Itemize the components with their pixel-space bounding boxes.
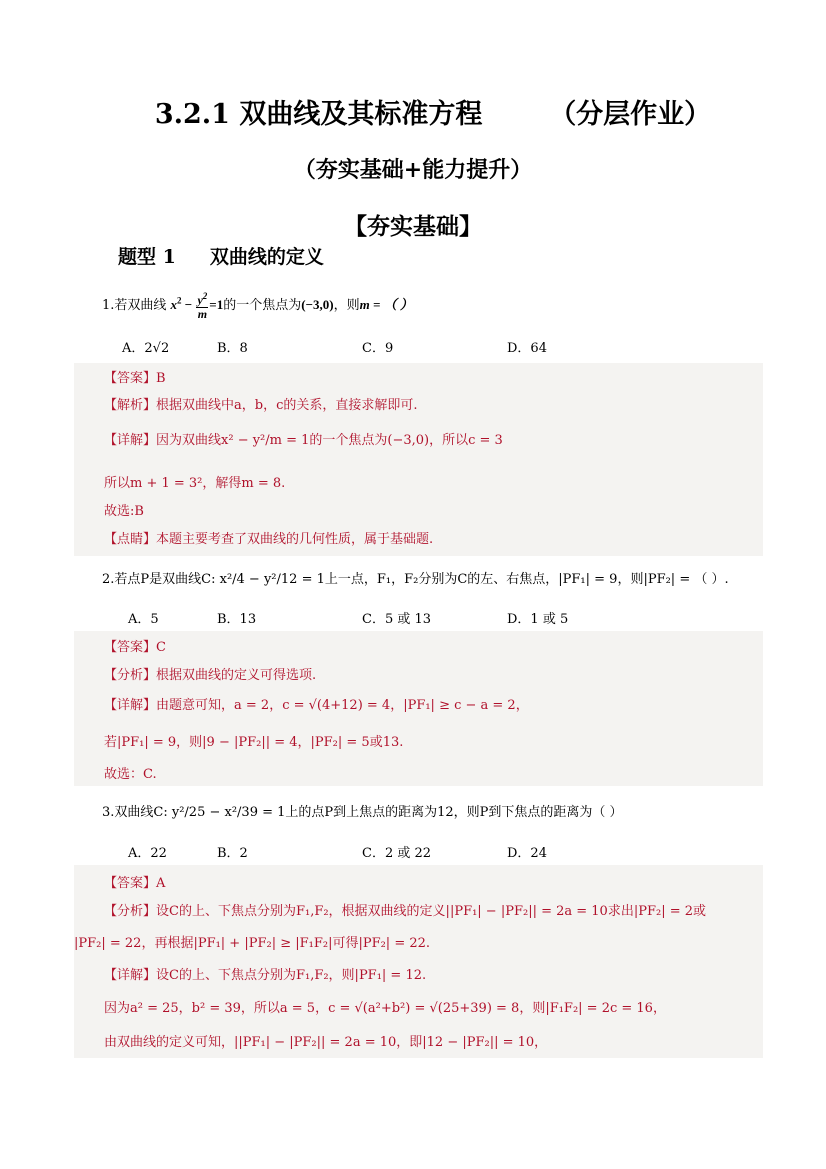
- a2-analysis: 【分析】根据双曲线的定义可得选项.: [104, 668, 317, 683]
- question-3: 3.双曲线C: y²/25 − x²/39 = 1上的点P到上焦点的距离为12，则P到下焦点的距离为（ ）: [102, 805, 623, 820]
- answer-box-1: [74, 363, 763, 556]
- a3-answer: 【答案】A: [104, 876, 166, 891]
- title-main: 3.2.1 双曲线及其标准方程: [154, 99, 483, 130]
- q2-option-b: B．13: [217, 612, 257, 627]
- section-heading: 【夯实基础】: [344, 213, 482, 240]
- subtitle: （夯实基础+能力提升）: [293, 157, 533, 183]
- question-type-heading: [118, 242, 324, 269]
- q2-option-c: C．5 或 13: [362, 612, 432, 627]
- a3-detail: 【详解】设C的上、下焦点分别为F₁,F₂，则|PF₁| = 12.: [104, 968, 427, 983]
- question-type-label: 题型 1: [118, 246, 176, 268]
- q3-option-b: B．2: [217, 846, 248, 861]
- q3-option-c: C．2 或 22: [362, 846, 432, 861]
- q2-option-d: D．1 或 5: [507, 612, 569, 627]
- a1-analysis: 【解析】根据双曲线中a，b，c的关系，直接求解即可.: [104, 398, 418, 413]
- q1-option-b: B．8: [217, 341, 248, 356]
- q1-option-c: C．9: [362, 341, 394, 356]
- a1-choose: 故选:B: [104, 504, 144, 519]
- a2-detail: 【详解】由题意可知，a = 2，c = √(4+12) = 4，|PF₁| ≥ c − a = 2，: [104, 698, 529, 713]
- a3-line3: 由双曲线的定义可知，||PF₁| − |PF₂|| = 2a = 10，即|12 − |PF₂|| = 10，: [104, 1035, 548, 1050]
- a2-line2: 若|PF₁| = 9，则|9 − |PF₂|| = 4，|PF₂| = 5或13.: [104, 735, 404, 750]
- a1-detail: 【详解】因为双曲线x² − y²/m = 1的一个焦点为(−3,0)，所以c = 3: [104, 433, 503, 448]
- question-type-name: 双曲线的定义: [209, 246, 324, 268]
- a3-analysis2: |PF₂| = 22，再根据|PF₁| + |PF₂| ≥ |F₁F₂|可得|PF₂| = 22.: [74, 936, 431, 951]
- question-1: 1.若双曲线 $x^2$ − $\frac{y^2}{m}$ =1的一个焦点为(−3,0)，则m = （ ）: [102, 291, 413, 321]
- answer-box-3: [74, 865, 763, 1058]
- q3-option-d: D．24: [507, 846, 547, 861]
- a1-line2: 所以m + 1 = 3²，解得m = 8.: [104, 476, 286, 491]
- a2-choose: 故选：C.: [104, 767, 157, 782]
- q2-option-a: A．5: [128, 612, 159, 627]
- a1-note: 【点睛】本题主要考查了双曲线的几何性质，属于基础题.: [104, 532, 434, 547]
- title-suffix: （分层作业）: [549, 99, 712, 130]
- a1-answer: 【答案】B: [104, 371, 166, 386]
- answer-box-2: [74, 631, 763, 786]
- question-2: 2.若点P是双曲线C: x²/4 − y²/12 = 1上一点，F₁，F₂分别为C的左、右焦点，|PF₁| = 9，则|PF₂| = （ ）.: [102, 572, 729, 587]
- a3-analysis: 【分析】设C的上、下焦点分别为F₁,F₂，根据双曲线的定义||PF₁| − |PF₂|| = 2a = 10求出|PF₂| = 2或: [104, 904, 706, 919]
- a2-answer: 【答案】C: [104, 640, 166, 655]
- page-title: [0, 92, 826, 131]
- q3-option-a: A．22: [128, 846, 167, 861]
- a3-line2: 因为a² = 25，b² = 39，所以a = 5，c = √(a²+b²) = √(25+39) = 8，则|F₁F₂| = 2c = 16，: [104, 1001, 666, 1016]
- q1-option-d: D．64: [507, 341, 547, 356]
- q1-option-a: A．2√2: [122, 341, 170, 356]
